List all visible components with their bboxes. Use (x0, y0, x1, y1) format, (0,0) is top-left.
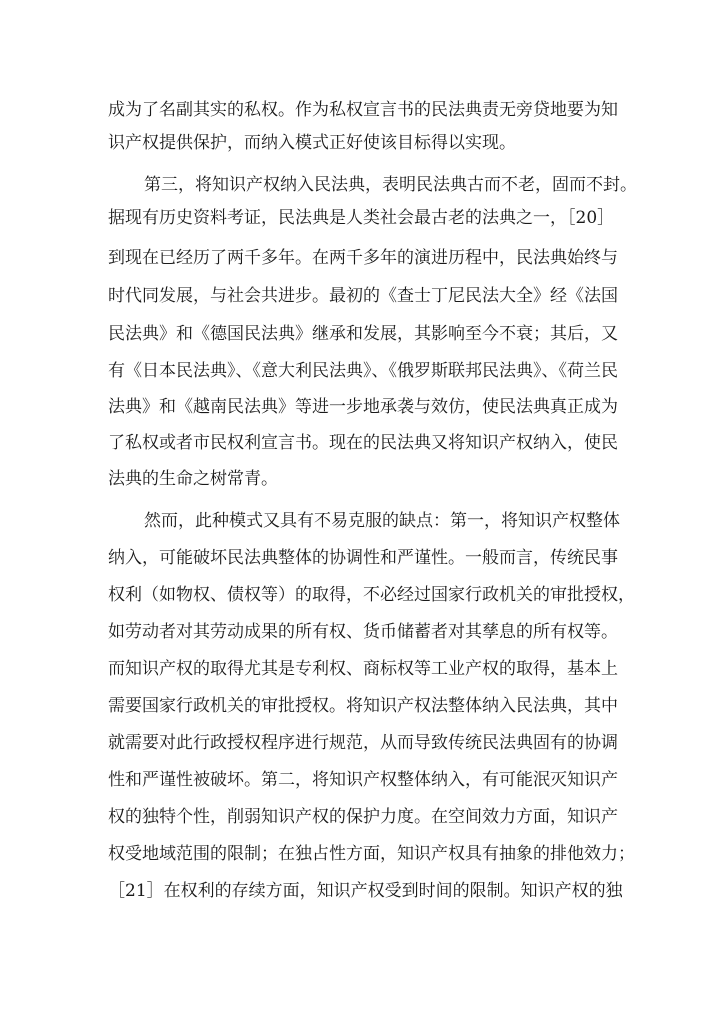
paragraph-first-line: 第三，将知识产权纳入民法典，表明民法典古而不老，固而不封。 (144, 175, 637, 195)
text-line: 如劳动者对其劳动成果的所有权、货币储蓄者对其孳息的所有权等。 (108, 622, 618, 642)
text-line: 有《日本民法典》、《意大利民法典》、《俄罗斯联邦民法典》、《荷兰民 (108, 361, 618, 381)
text-line: 需要国家行政机关的审批授权。将知识产权法整体纳入民法典，其中 (108, 696, 618, 716)
text-line: 据现有历史资料考证，民法典是人类社会最古老的法典之一，［20］ (108, 208, 615, 228)
text-line: 民法典》和《德国民法典》继承和发展，其影响至今不衰；其后，又 (108, 324, 618, 344)
text-line: 纳入，可能破坏民法典整体的协调性和严谨性。一般而言，传统民事 (108, 548, 618, 568)
text-line: 到现在已经历了两千多年。在两千多年的演进历程中，民法典始终与 (108, 248, 618, 268)
text-line: 法典》和《越南民法典》等进一步地承袭与效仿，使民法典真正成为 (108, 397, 618, 417)
text-line: 权的独特个性，削弱知识产权的保护力度。在空间效力方面，知识产 (108, 807, 618, 827)
text-line: 了私权或者市民权利宣言书。现在的民法典又将知识产权纳入，使民 (108, 433, 618, 453)
text-line: 性和严谨性被破坏。第二，将知识产权整体纳入，有可能泯灭知识产 (108, 770, 618, 790)
paragraph-first-line: 然而，此种模式又具有不易克服的缺点：第一，将知识产权整体 (144, 511, 620, 531)
text-line: 法典的生命之树常青。 (108, 469, 278, 489)
text-line: 时代同发展，与社会共进步。最初的《查士丁尼民法大全》经《法国 (108, 286, 618, 306)
text-line: 识产权提供保护，而纳入模式正好使该目标得以实现。 (108, 133, 516, 153)
text-line: 成为了名副其实的私权。作为私权宣言书的民法典责无旁贷地要为知 (108, 100, 618, 120)
text-line: 权利（如物权、债权等）的取得，不必经过国家行政机关的审批授权， (108, 585, 635, 605)
text-line: 权受地域范围的限制；在独占性方面，知识产权具有抽象的排他效力； (108, 844, 635, 864)
text-line: 就需要对此行政授权程序进行规范，从而导致传统民法典固有的协调 (108, 733, 618, 753)
text-line: ［21］在权利的存续方面，知识产权受到时间的限制。知识产权的独 (108, 881, 623, 901)
text-line: 而知识产权的取得尤其是专利权、商标权等工业产权的取得，基本上 (108, 659, 618, 679)
